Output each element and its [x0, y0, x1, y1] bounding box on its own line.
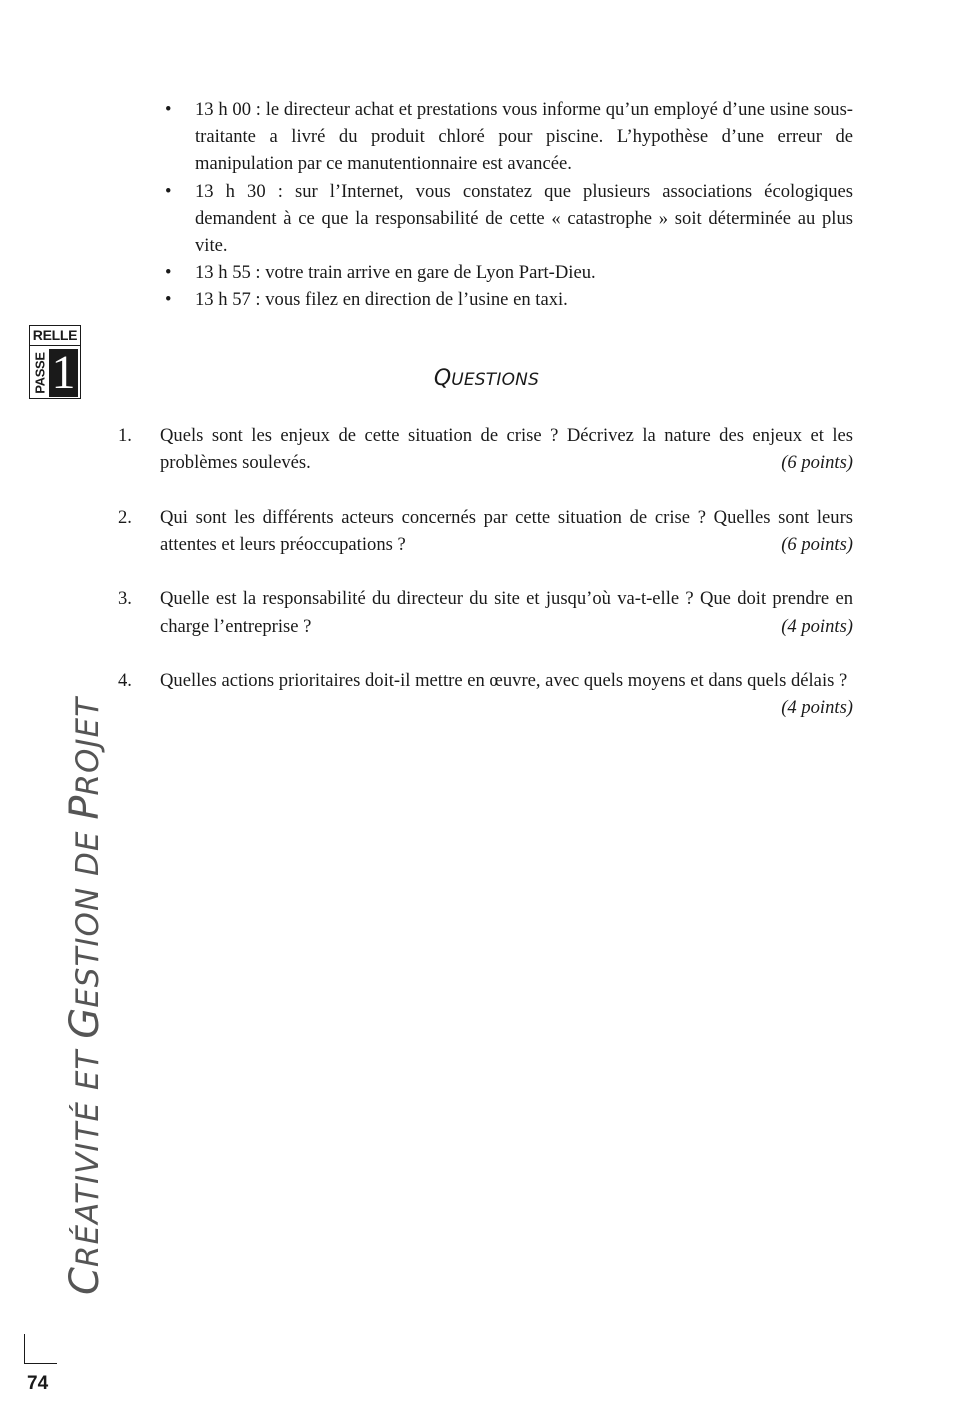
side-book-title: [62, 696, 108, 1295]
bullet-icon: •: [165, 180, 172, 202]
question-points: (6 points): [781, 452, 853, 474]
bullet-icon: •: [165, 289, 172, 311]
question-item: [118, 585, 853, 639]
title-cap: G: [62, 1007, 108, 1039]
title-cap: C: [62, 1267, 108, 1295]
question-item: [118, 667, 853, 719]
bullet-icon: •: [165, 99, 172, 120]
question-number: 2.: [118, 506, 132, 528]
list-item: [165, 286, 853, 313]
questions-list: [118, 422, 853, 722]
question-number: 3.: [118, 588, 132, 610]
question-item: [118, 504, 853, 558]
corner-mark-horizontal: [24, 1363, 57, 1364]
section-heading: [0, 366, 973, 391]
bullet-text: 13 h 57 : vous filez en direction de l’usine en taxi.: [195, 289, 568, 311]
title-cap: P: [62, 795, 108, 820]
bullet-text: 13 h 00 : le directeur achat et prestations vous informe qu’un employé d’une usine sous-traitante a livré du produit chloré pour piscine. L’hypothèse d’une erreur de manipulation par ce manutentionnaire est avancée.: [195, 99, 853, 175]
question-points: (4 points): [781, 615, 853, 637]
heading-rest: UESTIONS: [451, 370, 540, 390]
title-part: RÉATIVITÉ ET: [70, 1038, 106, 1268]
question-text: Quels sont les enjeux de cette situation de crise ? Décrivez la nature des enjeux et les problèmes soulevés.: [160, 425, 853, 474]
heading-initial: Q: [433, 366, 452, 391]
question-number: 1.: [118, 425, 132, 446]
logo-number: 1: [49, 349, 78, 397]
page-number: 74: [27, 1373, 49, 1394]
question-number: 4.: [118, 670, 132, 692]
question-text: Qui sont les différents acteurs concernés par cette situation de crise ? Quelles sont leurs attentes et leurs préoccupations ?: [160, 506, 853, 555]
question-text: Quelle est la responsabilité du directeur du site et jusqu’où va-t-elle ? Que doit prendre en charge l’entreprise ?: [160, 588, 853, 637]
list-item: [165, 96, 853, 178]
bullet-text: 13 h 55 : votre train arrive en gare de Lyon Part-Dieu.: [195, 262, 596, 284]
corner-mark-vertical: [24, 1334, 25, 1364]
list-item: [165, 178, 853, 260]
question-text: Quelles actions prioritaires doit-il mettre en œuvre, avec quels moyens et dans quels délais ?: [160, 670, 848, 692]
logo-top-text: RELLE: [30, 326, 80, 346]
bullet-text: 13 h 30 : sur l’Internet, vous constatez que plusieurs associations écologiques demandent à ce que la responsabilité de cette « catastrophe » soit déterminée au plus vite.: [195, 180, 853, 257]
bullet-list: [165, 96, 853, 314]
question-points: (4 points): [781, 697, 853, 719]
title-part: ESTION DE: [70, 819, 106, 1008]
logo-side-text: PASSE: [32, 351, 47, 394]
question-points: (6 points): [781, 533, 853, 555]
bullet-icon: •: [165, 262, 172, 284]
title-part: ROJET: [70, 696, 106, 796]
list-item: [165, 259, 853, 286]
question-item: [118, 422, 853, 476]
